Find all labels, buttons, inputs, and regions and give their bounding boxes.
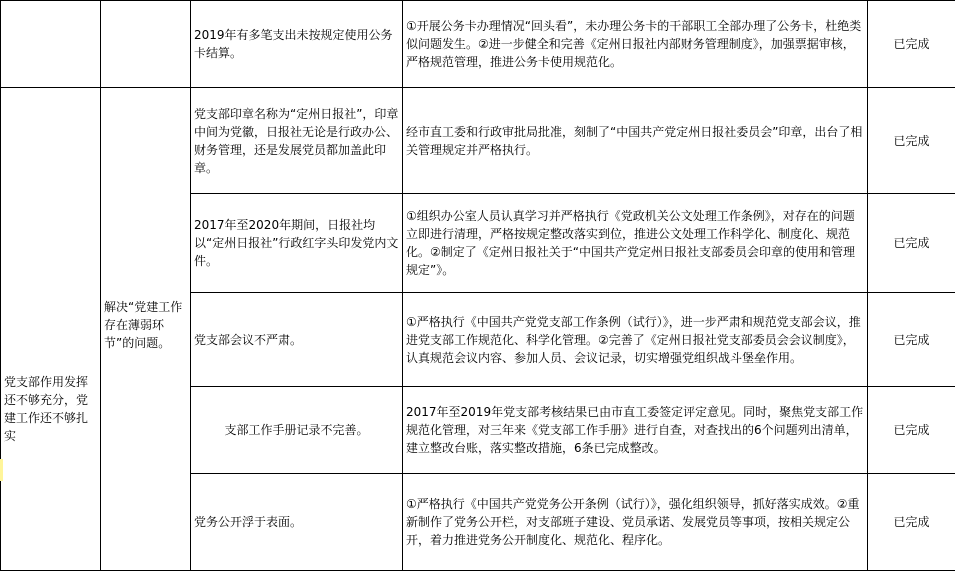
status-cell: 已完成 (868, 1, 955, 88)
problem-cell: 2017年至2020年期间，日报社均以“定州日报社”行政红字头印发党内文件。 (191, 194, 403, 293)
measure-cell: ①严格执行《中国共产党党支部工作条例（试行）》，进一步严肃和规范党支部会议，推进党支部工作规范化、科学化管理。②完善了《定州日报社党支部委员会会议制度》，认真规范会议内容、参加人员、会议记录，切实增强党组织战斗堡垒作用。 (403, 293, 868, 387)
table-cell-empty (1, 1, 101, 88)
table-cell-empty (101, 1, 191, 88)
problem-cell: 2019年有多笔支出未按规定使用公务卡结算。 (191, 1, 403, 88)
problem-cell: 党务公开浮于表面。 (191, 474, 403, 571)
measure-cell: ①开展公务卡办理情况“回头看”，未办理公务卡的干部职工全部办理了公务卡，杜绝类似问题发生。②进一步健全和完善《定州日报社内部财务管理制度》，加强票据审核，严格规范管理，推进公务卡使用规范化。 (403, 1, 868, 88)
problem-cell: 党支部会议不严肃。 (191, 293, 403, 387)
problem-cell: 党支部印章名称为“定州日报社”，印章中间为党徽，日报社无论是行政办公、财务管理，还是发展党员都加盖此印章。 (191, 88, 403, 194)
table-row (1, 1, 955, 88)
status-cell: 已完成 (868, 387, 955, 474)
status-cell: 已完成 (868, 88, 955, 194)
status-cell: 已完成 (868, 474, 955, 571)
measure-cell: 2017年至2019年党支部考核结果已由市直工委签定评定意见。同时，聚焦党支部工作规范化管理，对三年来《党支部工作手册》进行自查，对查找出的6个问题列出清单，建立整改台账，落实整改措施，6条已完成整改。 (403, 387, 868, 474)
status-cell: 已完成 (868, 293, 955, 387)
task-cell: 解决“党建工作存在薄弱环节”的问题。 (101, 88, 191, 571)
table-row (1, 88, 955, 194)
measure-cell: ①组织办公室人员认真学习并严格执行《党政机关公文处理工作条例》，对存在的问题立即进行清理，严格按规定整改落实到位，推进公文处理工作科学化、制度化、规范化。②制定了《定州日报社关于“中国共产党定州日报社支部委员会印章的使用和管理规定”》。 (403, 194, 868, 293)
category-cell: 党支部作用发挥还不够充分，党建工作还不够扎实 (1, 88, 101, 571)
measure-cell: 经市直工委和行政审批局批准，刻制了“中国共产党定州日报社委员会”印章，出台了相关管理规定并严格执行。 (403, 88, 868, 194)
problem-cell: 支部工作手册记录不完善。 (191, 387, 403, 474)
cell-selection-marker (0, 459, 3, 481)
status-cell: 已完成 (868, 194, 955, 293)
measure-cell: ①严格执行《中国共产党党务公开条例（试行）》，强化组织领导，抓好落实成效。②重新制作了党务公开栏，对支部班子建设、党员承诺、发展党员等事项，按相关规定公开，着力推进党务公开制度化、规范化、程序化。 (403, 474, 868, 571)
